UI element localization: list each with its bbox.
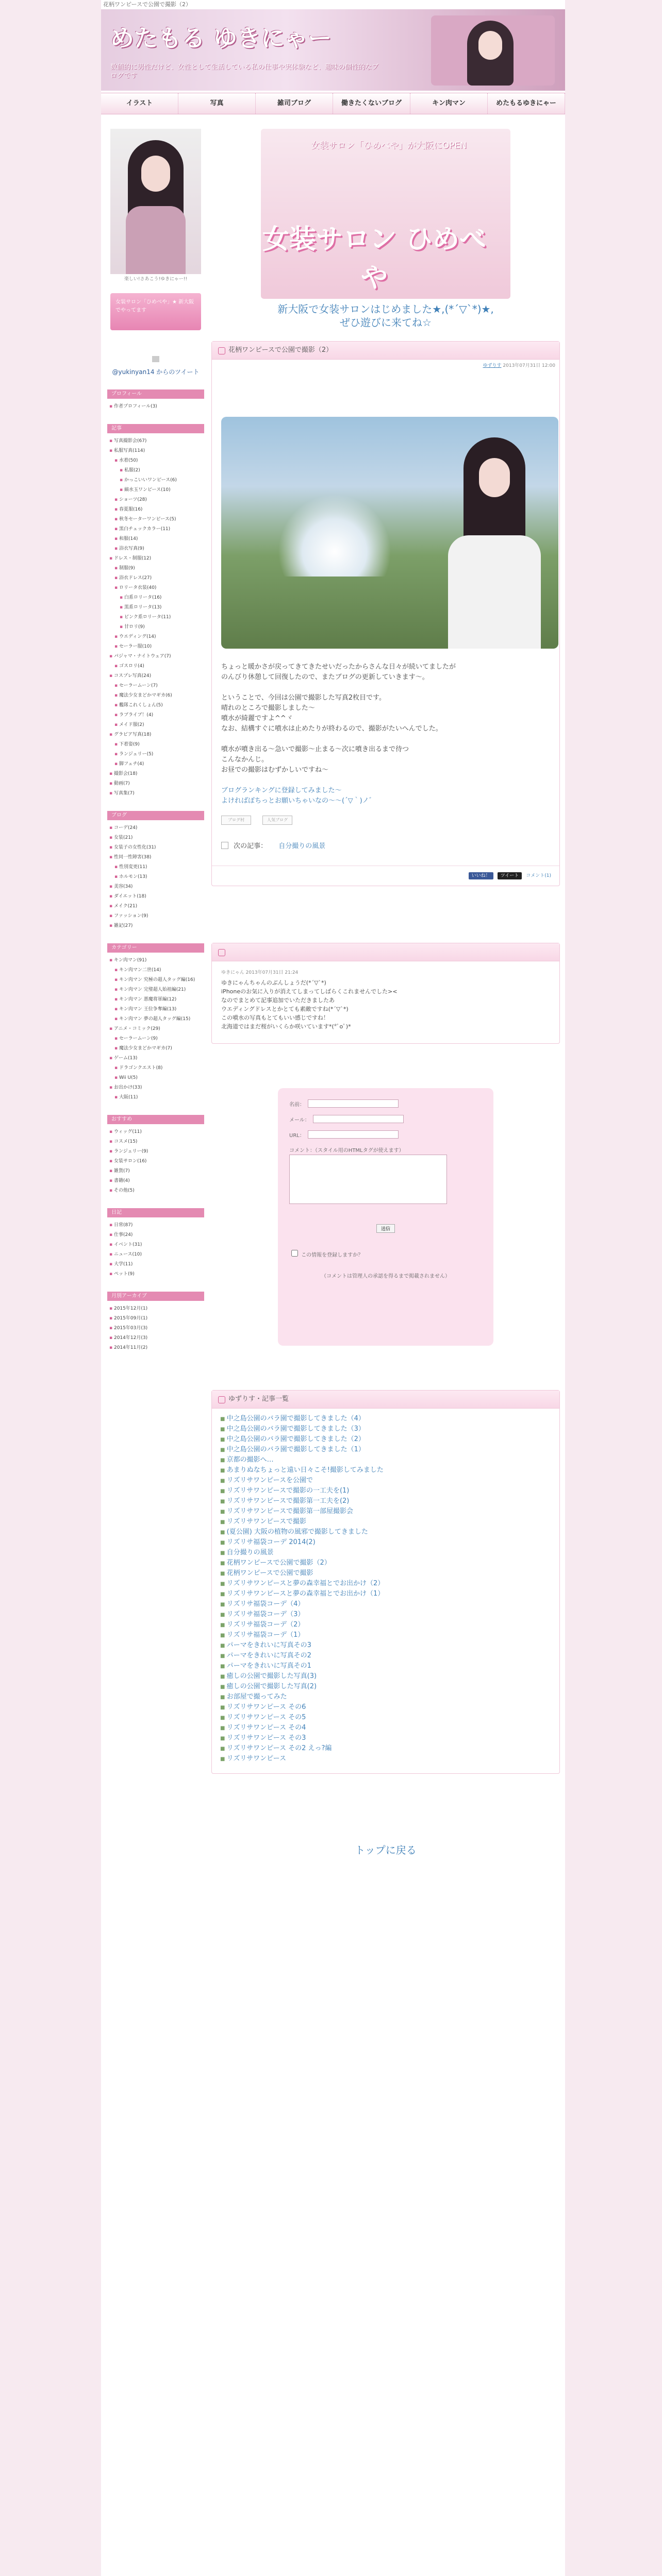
comment-body-label: コメント：（スタイル用のHTMLタグが使えます） xyxy=(289,1148,404,1154)
sidebar-item[interactable]: ▪ 大阪(11) xyxy=(109,1094,204,1101)
sidebar-sections xyxy=(107,389,204,1352)
ranking-banners xyxy=(221,816,550,825)
post-line: 噴水が綺麗ですよ^^ヾ xyxy=(221,715,293,722)
post-line: ちょっと暖かさが戻ってきてきたせいだったからさんな日々が続いてましたが xyxy=(221,663,456,671)
comment-line: ゆきにゃんちゃんのぶんしょうだ(*´▽`*) xyxy=(221,979,326,986)
sidebar-item[interactable]: ▪ 大学(11) xyxy=(109,1261,204,1268)
article-link[interactable]: ■ リズリサワンピース その3 xyxy=(220,1733,551,1743)
post-paragraph xyxy=(221,662,550,683)
sidebar-item[interactable]: ▪ キン肉マン 王位争奪編(13) xyxy=(109,1006,204,1013)
article-link[interactable]: ■ パーマをきれいに写真その3 xyxy=(220,1640,551,1651)
comment-line: iPhoneのお気に入りが消えてしまってしばらくこれませんでした>< xyxy=(221,988,398,995)
post-line: 噴水が噴き出る～急いで撮影～止まる～次に噴き出るまで待つ xyxy=(221,745,409,753)
sidebar-item[interactable]: ▪ 魔法少女まどかマギカ(6) xyxy=(109,692,204,700)
next-post xyxy=(221,840,550,850)
sidebar-item[interactable]: ▪ 女装子の女性化(31) xyxy=(109,844,204,852)
sidebar-list xyxy=(107,820,204,930)
sidebar-item[interactable]: ▪ 仕事(24) xyxy=(109,1231,204,1239)
comment-form xyxy=(278,1088,493,1346)
article-link[interactable]: ■ 自分撮りの風景 xyxy=(220,1548,551,1558)
post-text xyxy=(221,662,550,775)
sidebar-item[interactable]: ▪ 私服(2) xyxy=(109,467,204,474)
sidebar-item[interactable]: ▪ パジャマ・ナイトウェア(7) xyxy=(109,653,204,660)
article-link[interactable]: ■ 癒しの公園で撮影した写真(2) xyxy=(220,1682,551,1692)
article-link[interactable]: ■ リズリサ福袋コーデ（4） xyxy=(220,1599,551,1609)
sidebar-item[interactable]: ▪ キン肉マン 究極の超人タッグ編(16) xyxy=(109,976,204,984)
article-link[interactable]: ■ リズリサ福袋コーデ（3） xyxy=(220,1609,551,1620)
sidebar-item[interactable]: ▪ 作者プロフィール(3) xyxy=(109,403,204,411)
twitter-widget xyxy=(107,356,204,376)
url-label: URL： xyxy=(289,1132,305,1139)
article-link[interactable]: ■ 花柄ワンピースで公園で撮影 xyxy=(220,1568,551,1579)
sidebar-item[interactable]: ▪ 動画(7) xyxy=(109,780,204,788)
next-post-label: 次の記事： xyxy=(234,842,268,850)
mail-label: メール： xyxy=(289,1117,310,1123)
salon-ad-caption-1[interactable]: 新大阪で女装サロンはじめました★,(*´▽`*)★, xyxy=(277,303,494,315)
sidebar-item[interactable]: ▪ セーラー服(10) xyxy=(109,643,204,651)
sidebar-section-title: ブログ xyxy=(107,811,204,820)
nav-item[interactable]: 写真 xyxy=(178,93,256,114)
comment-line: この噴水の写真もとてもいい感じですね！ xyxy=(221,1014,329,1021)
sidebar-section-title: 日記 xyxy=(107,1208,204,1217)
category-list-icon xyxy=(218,1396,225,1403)
article-link[interactable]: ■ リズリサワンピースと夢の森幸福とでお出かけ（2） xyxy=(220,1579,551,1589)
sidebar-list xyxy=(107,433,204,798)
sidebar-item[interactable]: ▪ 雑記(27) xyxy=(109,922,204,930)
sidebar-item[interactable]: ▪ コスプレ写真(24) xyxy=(109,672,204,680)
sidebar-item[interactable]: ▪ キン肉マン二世(14) xyxy=(109,967,204,974)
sidebar-item[interactable]: ▪ イベント(31) xyxy=(109,1241,204,1249)
comment-body xyxy=(221,978,550,1031)
blog-logo[interactable]: めたもる ゆきにゃー xyxy=(110,24,332,52)
sidebar-item[interactable]: ▪ キン肉マン 悪魔将軍編(12) xyxy=(109,996,204,1004)
sidebar-item[interactable]: ▪ 魔法少女まどかマギカ(7) xyxy=(109,1045,204,1053)
sidebar-item[interactable]: ▪ ドラゴンクエスト(8) xyxy=(109,1064,204,1072)
article-link[interactable]: ■ 中之島公園のバラ園で撮影してきました（2） xyxy=(220,1434,551,1445)
sidebar-item[interactable]: ▪ 撮影会(18) xyxy=(109,770,204,778)
nav-item[interactable]: キン肉マン xyxy=(410,93,488,114)
sidebar-section-title: プロフィール xyxy=(107,389,204,399)
article-link[interactable]: ■ リズリサワンピース xyxy=(220,1754,551,1764)
salon-ad-image[interactable] xyxy=(261,129,510,299)
sidebar-item[interactable]: ▪ 黒系ロリータ(13) xyxy=(109,604,204,612)
article-link[interactable]: ■ リズリサワンピースで撮影第一部屋撮影会 xyxy=(220,1506,551,1517)
sidebar-item[interactable]: ▪ コスメ(15) xyxy=(109,1138,204,1146)
article-link[interactable]: ■ リズリサワンピースで撮影第一工夫を(2) xyxy=(220,1496,551,1506)
post-line: ということで、今回は公園で撮影した写真2枚目です。 xyxy=(221,694,386,702)
blog-post xyxy=(211,341,560,886)
sidebar-item[interactable]: ▪ アニメ・コミック(29) xyxy=(109,1025,204,1033)
ranking-link[interactable]: ブログランキングに登録してみました～ xyxy=(221,787,342,794)
post-header xyxy=(212,342,559,360)
sidebar-item[interactable]: ▪ ランジェリー(9) xyxy=(109,1148,204,1156)
facebook-like-button[interactable]: いいね！ xyxy=(469,872,493,879)
sidebar-item[interactable]: ▪ メイク(21) xyxy=(109,903,204,910)
sidebar-item[interactable]: ▪ 雑貨(7) xyxy=(109,1167,204,1175)
nav-item[interactable]: イラスト xyxy=(101,93,178,114)
article-link[interactable]: ■ 中之島公園のバラ園で撮影してきました（4） xyxy=(220,1414,551,1424)
sidebar-item[interactable]: ▪ ラブライブ！(4) xyxy=(109,711,204,719)
sidebar-item[interactable]: ▪ 浴衣ドレス(27) xyxy=(109,574,204,582)
blog-header[interactable] xyxy=(101,9,565,91)
post-title[interactable]: 花柄ワンピースで公園で撮影（2） xyxy=(228,346,333,354)
comment-section xyxy=(211,943,560,1044)
comment-textarea[interactable] xyxy=(289,1155,447,1204)
sidebar-item[interactable]: ▪ 黒白チェックカラー(11) xyxy=(109,526,204,533)
twitter-image-icon xyxy=(152,356,159,362)
article-link[interactable]: ■ リズリサワンピース その4 xyxy=(220,1723,551,1733)
name-label: 名前： xyxy=(289,1101,305,1108)
comment-line: 北海道ではまだ桜がいくらか咲いています*(*ﾟoﾟ)* xyxy=(221,1023,351,1030)
article-link[interactable]: ■ リズリサワンピース その2 えっ?編 xyxy=(220,1743,551,1754)
post-line: 晴れのところで撮影しました～ xyxy=(221,704,315,712)
sidebar-item[interactable]: ▪ 2015年09月(1) xyxy=(109,1315,204,1323)
post-line: なお、結構すぐに噴水は止めたりが終わるので、撮影がたいへんでした。 xyxy=(221,725,442,733)
sidebar-section-title: 記事 xyxy=(107,424,204,433)
post-photo[interactable] xyxy=(221,417,558,649)
sidebar-item[interactable]: ▪ 私服写真(114) xyxy=(109,447,204,455)
sidebar-item[interactable]: ▪ 写真撮影会(67) xyxy=(109,437,204,445)
sidebar-item[interactable]: ▪ 浴衣写真(9) xyxy=(109,545,204,553)
sidebar-item[interactable]: ▪ セーラームーン(9) xyxy=(109,1035,204,1043)
article-link[interactable]: ■ リズリサワンピースと夢の森幸福とでお出かけ（1） xyxy=(220,1589,551,1599)
page xyxy=(101,0,565,2576)
article-link[interactable]: ■ リズリサ福袋コーデ 2014(2) xyxy=(220,1537,551,1548)
send-button[interactable]: 送信 xyxy=(376,1224,395,1233)
article-link[interactable]: ■ リズリサワンピース その5 xyxy=(220,1713,551,1723)
sidebar-item[interactable]: ▪ 秋冬セーターワンピース(5) xyxy=(109,516,204,523)
ranking-links xyxy=(221,786,550,806)
article-link[interactable]: ■ 花柄ワンピースで公園で撮影（2） xyxy=(220,1558,551,1568)
post-line: こんなかんじ。 xyxy=(221,756,269,764)
global-nav xyxy=(101,93,565,114)
sidebar-item[interactable]: ▪ 性別変更(11) xyxy=(109,863,204,871)
article-link[interactable]: ■ あまりぬなちょっと遠い日々こそ!撮影してみました xyxy=(220,1465,551,1476)
sidebar-item[interactable]: ▪ ウィッグ(11) xyxy=(109,1128,204,1136)
sidebar-item[interactable]: ▪ お出かけ(33) xyxy=(109,1084,204,1092)
sidebar-item[interactable]: ▪ 女装(21) xyxy=(109,834,204,842)
sidebar-item[interactable]: ▪ ウエディング(14) xyxy=(109,633,204,641)
moderation-note: （コメントは管理人の承認を得るまで掲載されません） xyxy=(321,1274,450,1279)
sidebar-item[interactable]: ▪ 日常(87) xyxy=(109,1222,204,1229)
header-photo xyxy=(431,15,555,86)
tweet-button[interactable]: ツイート xyxy=(498,872,522,879)
salon-banner[interactable]: 女装サロン「ひめべや」★ 新大阪でやってます xyxy=(110,293,201,330)
article-link[interactable]: ■ お部屋で撮ってみた xyxy=(220,1692,551,1702)
comment-line: ウエディングドレスとかとても素敵ですね(*´▽`*) xyxy=(221,1006,349,1012)
sidebar-item[interactable]: ▪ 白系ロリータ(16) xyxy=(109,594,204,602)
ranking-link[interactable]: よければぽちっとお願いちゃいなの～～(´▽｀)ノ゛ xyxy=(221,797,376,805)
sidebar-item[interactable]: ▪ キン肉マン 夢の超人タッグ編(15) xyxy=(109,1015,204,1023)
post-title-icon xyxy=(218,347,225,354)
sidebar-item[interactable]: ▪ 2014年12月(3) xyxy=(109,1334,204,1342)
post-line: のんびり休憩して回復したので、またブログの更新していきます～。 xyxy=(221,673,429,681)
category-list-header xyxy=(212,1391,559,1409)
sidebar-item[interactable]: ▪ ホルモン(13) xyxy=(109,873,204,881)
twitter-link[interactable]: @yukinyan14 からのツイート xyxy=(112,368,200,376)
sidebar-item[interactable]: ▪ ゲーム(13) xyxy=(109,1055,204,1062)
nav-item[interactable]: 働きたくないブログ xyxy=(333,93,410,114)
sidebar-item[interactable]: ▪ ペット(9) xyxy=(109,1270,204,1278)
sidebar-list xyxy=(107,1301,204,1352)
article-link[interactable]: ■ リズリサ福袋コーデ（2） xyxy=(220,1620,551,1630)
salon-ad-line: 女装サロン「ひめべや」が大阪にOPEN xyxy=(310,141,467,151)
next-post-icon xyxy=(221,842,228,849)
sidebar-section-title: おすすめ xyxy=(107,1115,204,1124)
blog-tagline: 数値的に男性だけど、女性として生活している私の仕事や実体験など、趣味の個性的なブログです xyxy=(110,63,379,80)
article-link[interactable]: ■ 中之島公園のバラ園で撮影してきました（1） xyxy=(220,1445,551,1455)
sidebar-item[interactable]: ▪ 春夏服(16) xyxy=(109,506,204,514)
sidebar-item[interactable]: ▪ 写真集(7) xyxy=(109,790,204,798)
sidebar-item[interactable]: ▪ ファッション(9) xyxy=(109,912,204,920)
mail-field[interactable] xyxy=(313,1115,404,1123)
article-link[interactable]: ■ パーマをきれいに写真その1 xyxy=(220,1661,551,1671)
salon-ad[interactable] xyxy=(257,129,515,302)
next-post-link[interactable]: 自分撮りの風景 xyxy=(278,842,326,850)
sidebar-item[interactable]: ▪ 下着姿(9) xyxy=(109,741,204,749)
sidebar-item[interactable]: ▪ 2015年03月(3) xyxy=(109,1325,204,1332)
salon-ad-logo: 女装サロン ひめべや xyxy=(262,224,487,294)
sidebar-item[interactable]: ▪ ドレス・制服(12) xyxy=(109,555,204,563)
sidebar-item[interactable]: ▪ かっこいいワンピース(6) xyxy=(109,477,204,484)
sidebar-item[interactable]: ▪ ショーツ(28) xyxy=(109,496,204,504)
comment-count-link[interactable]: コメント(1) xyxy=(526,873,551,878)
article-link[interactable]: ■ リズリサワンピースで撮影の一工夫を(1) xyxy=(220,1486,551,1496)
nav-item[interactable]: 雑司ブログ xyxy=(256,93,333,114)
ranking-banner[interactable]: ブログ村 xyxy=(221,816,251,825)
sidebar-item[interactable]: ▪ ニュース(10) xyxy=(109,1251,204,1259)
article-link[interactable]: ■ リズリサワンピースを公園で xyxy=(220,1476,551,1486)
sidebar-item[interactable]: ▪ 女装サロン(16) xyxy=(109,1158,204,1165)
back-to-top-link[interactable]: トップに戻る xyxy=(355,1844,417,1856)
article-link[interactable]: ■ リズリサ福袋コーデ（1） xyxy=(220,1630,551,1640)
sidebar-list xyxy=(107,953,204,1101)
sidebar-item[interactable]: ▪ キン肉マン 完璧超人始祖編(21) xyxy=(109,986,204,994)
article-link[interactable]: ■ リズリサワンピースで撮影 xyxy=(220,1517,551,1527)
sidebar-item[interactable]: ▪ Wii U(5) xyxy=(109,1074,204,1082)
page-top-title: 花柄ワンピースで公園で撮影（2） xyxy=(103,1,192,8)
sidebar-item[interactable]: ▪ ランジェリー(5) xyxy=(109,751,204,758)
remember-label: この情報を登録しますか？ xyxy=(301,1252,363,1258)
sidebar-item[interactable]: ▪ 制服(9) xyxy=(109,565,204,572)
sidebar-item[interactable]: ▪ ロリータ衣装(40) xyxy=(109,584,204,592)
sidebar-item[interactable]: ▪ ダイエット(18) xyxy=(109,893,204,901)
sidebar-list xyxy=(107,399,204,411)
url-field[interactable] xyxy=(308,1130,399,1139)
sidebar-item[interactable]: ▪ セーラームーン(7) xyxy=(109,682,204,690)
remember-checkbox[interactable] xyxy=(291,1250,298,1257)
salon-ad-caption-2[interactable]: ぜひ遊びに来てね☆ xyxy=(340,316,432,329)
sidebar-item[interactable]: ▪ 美容(34) xyxy=(109,883,204,891)
name-field[interactable] xyxy=(308,1099,399,1108)
comment-meta: ゆきにゃん 2013年07月31日 21:24 xyxy=(221,970,299,975)
post-line: お昼での撮影はむずかしいですね～ xyxy=(221,766,329,774)
post-paragraph xyxy=(221,693,550,734)
post-paragraph xyxy=(221,744,550,775)
sidebar-item[interactable]: ▪ ゴスロリ(4) xyxy=(109,663,204,670)
ranking-banner[interactable]: 人気ブログ xyxy=(262,816,292,825)
sidebar-item[interactable]: ▪ メイド服(2) xyxy=(109,721,204,729)
sidebar-item[interactable]: ▪ ピンク系ロリータ(11) xyxy=(109,614,204,621)
profile-photo xyxy=(110,129,201,274)
article-link[interactable]: ■ パーマをきれいに写真その2 xyxy=(220,1651,551,1661)
sidebar-item[interactable]: ▪ 脚フェチ(4) xyxy=(109,760,204,768)
sidebar-section-title: カテゴリー xyxy=(107,943,204,953)
sidebar-item[interactable]: ▪ グラビア写真(18) xyxy=(109,731,204,739)
sidebar-item[interactable]: ▪ コーデ(24) xyxy=(109,824,204,832)
sidebar-item[interactable]: ▪ 2014年11月(2) xyxy=(109,1344,204,1352)
sidebar-item[interactable]: ▪ 2015年12月(1) xyxy=(109,1305,204,1313)
sidebar xyxy=(107,129,204,1354)
comment-icon xyxy=(218,949,225,956)
post-category-link[interactable]: ゆずりす xyxy=(483,363,502,368)
article-link[interactable]: ■ 癒しの公園で撮影した写真(3) xyxy=(220,1671,551,1682)
sidebar-item[interactable]: ▪ 縞水玉ワンピース(10) xyxy=(109,486,204,494)
comment-line: なのでまとめて記事追加でいただきましたあ xyxy=(221,997,335,1004)
share-bar xyxy=(212,866,559,886)
sidebar-item[interactable]: ▪ その他(5) xyxy=(109,1187,204,1195)
main-content xyxy=(211,129,560,1857)
sidebar-item[interactable]: ▪ 書籍(4) xyxy=(109,1177,204,1185)
post-meta xyxy=(212,360,559,370)
sidebar-item[interactable]: ▪ 甘ロリ(9) xyxy=(109,623,204,631)
profile-photo-caption: 楽しい!さあこう!ゆきにゃー!! xyxy=(124,277,188,282)
sidebar-section-title: 月別アーカイブ xyxy=(107,1292,204,1301)
category-list-title: ゆずりす・記事一覧 xyxy=(228,1395,289,1403)
nav-item[interactable]: めたもるゆきにゃー xyxy=(488,93,565,114)
sidebar-item[interactable]: ▪ 水着(50) xyxy=(109,457,204,465)
sidebar-list xyxy=(107,1124,204,1195)
category-article-list xyxy=(211,1390,560,1774)
post-date: 2013年07月31日 12:00 xyxy=(503,363,555,368)
sidebar-item[interactable]: ▪ 性同一性障害(38) xyxy=(109,854,204,861)
sidebar-item[interactable]: ▪ キン肉マン(91) xyxy=(109,957,204,964)
article-link[interactable]: ■ (夏公園) 大阪の植物の風邪で撮影してきました xyxy=(220,1527,551,1537)
sidebar-item[interactable]: ▪ 和服(14) xyxy=(109,535,204,543)
sidebar-item[interactable]: ▪ 艦隊これくしょん(5) xyxy=(109,702,204,709)
sidebar-list xyxy=(107,1217,204,1278)
article-link[interactable]: ■ 中之島公園のバラ園で撮影してきました（3） xyxy=(220,1424,551,1434)
comment-header xyxy=(212,943,559,961)
article-link[interactable]: ■ 京都の撮影へ… xyxy=(220,1455,551,1465)
article-link[interactable]: ■ リズリサワンピース その6 xyxy=(220,1702,551,1713)
